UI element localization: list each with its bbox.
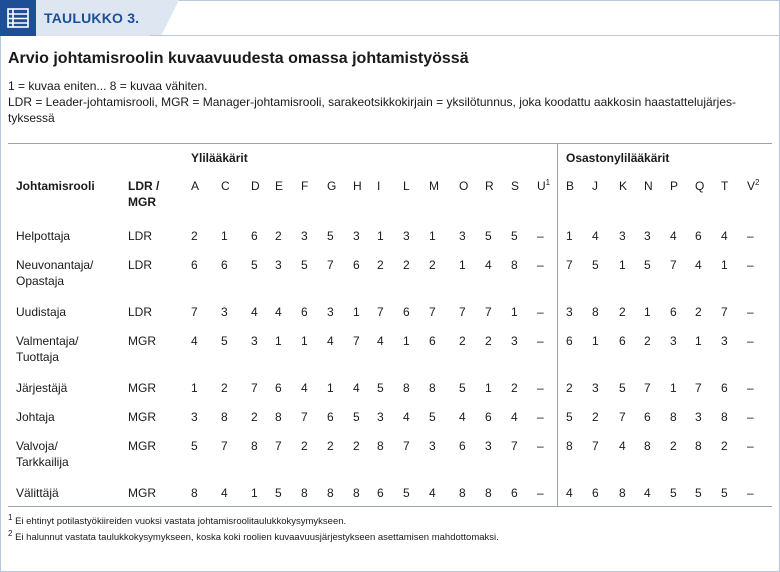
- group-divider: [557, 144, 558, 506]
- table-cell: 7: [485, 305, 492, 319]
- table-tag-label: TAULUKKO 3.: [36, 0, 161, 36]
- table-cell: –: [747, 381, 754, 395]
- table-cell: 3: [592, 381, 599, 395]
- table-cell: 1: [377, 229, 384, 243]
- footnote-text: Ei ehtinyt potilastyökiireiden vuoksi vastata johtamisroolitaulukkokysymykseen.: [15, 516, 347, 527]
- table-cell: 2: [403, 258, 410, 272]
- table-cell: 5: [619, 381, 626, 395]
- table-cell: 5: [327, 229, 334, 243]
- table-cell: 2: [721, 439, 728, 453]
- table-cell: 7: [566, 258, 573, 272]
- table-cell: 8: [619, 486, 626, 500]
- column-header-e: [275, 178, 283, 194]
- row-role-name: Neuvonantaja/: [16, 258, 94, 272]
- table-cell: 7: [459, 305, 466, 319]
- column-header-letter: C: [221, 179, 230, 193]
- column-header-letter: M: [429, 179, 439, 193]
- table-cell: 2: [670, 439, 677, 453]
- column-header-s: [511, 178, 519, 194]
- table-cell: 4: [644, 486, 651, 500]
- column-header-m: [429, 178, 439, 194]
- table-cell: 4: [721, 229, 728, 243]
- table-cell: –: [747, 229, 754, 243]
- table-cell: 4: [459, 410, 466, 424]
- column-header-letter: J: [592, 179, 598, 193]
- table-cell: –: [537, 305, 544, 319]
- table-cell: 8: [670, 410, 677, 424]
- table-cell: 4: [191, 334, 198, 348]
- column-header-u: [537, 178, 550, 194]
- row-role-name: Valmentaja/: [16, 334, 79, 348]
- column-header-f: [301, 178, 308, 194]
- row-role-name: Helpottaja: [16, 229, 71, 243]
- table-cell: 2: [275, 229, 282, 243]
- table-title: Arvio johtamisroolin kuvaavuudesta omassa johtamistyössä: [8, 50, 469, 67]
- table-cell: 4: [670, 229, 677, 243]
- table-legend: [8, 78, 768, 126]
- column-header-letter: H: [353, 179, 362, 193]
- column-header-letter: U: [537, 179, 546, 193]
- table-cell: 6: [695, 229, 702, 243]
- column-header-letter: I: [377, 179, 381, 193]
- column-header-letter: S: [511, 179, 520, 193]
- table-cell: 2: [592, 410, 599, 424]
- column-header-letter: Q: [695, 179, 705, 193]
- table-cell: 4: [485, 258, 492, 272]
- table-cell: 4: [511, 410, 518, 424]
- table-bottom-rule: [8, 506, 772, 507]
- table-cell: 3: [275, 258, 282, 272]
- table-cell: –: [537, 381, 544, 395]
- table-tag: [0, 0, 161, 36]
- table-cell: 1: [429, 229, 436, 243]
- table-cell: 6: [721, 381, 728, 395]
- table-cell: 5: [221, 334, 228, 348]
- table-cell: 7: [377, 305, 384, 319]
- column-header-q: [695, 178, 704, 194]
- table-cell: 3: [485, 439, 492, 453]
- table-cell: –: [537, 486, 544, 500]
- table-cell: 7: [695, 381, 702, 395]
- column-header-b: [566, 178, 574, 194]
- footnote: [8, 512, 347, 528]
- table-cell: 2: [251, 410, 258, 424]
- table-cell: 3: [459, 229, 466, 243]
- table-cell: 8: [592, 305, 599, 319]
- row-role-name: Järjestäjä: [16, 381, 68, 395]
- table-cell: –: [537, 410, 544, 424]
- table-cell: 5: [251, 258, 258, 272]
- table-cell: 6: [353, 258, 360, 272]
- column-header-r: [485, 178, 494, 194]
- table-cell: 3: [721, 334, 728, 348]
- table-cell: 8: [459, 486, 466, 500]
- table-cell: 2: [459, 334, 466, 348]
- column-header-letter: L: [403, 179, 410, 193]
- table-cell: 8: [511, 258, 518, 272]
- table-cell: –: [537, 334, 544, 348]
- table-cell: 6: [251, 229, 258, 243]
- table-cell: 4: [695, 258, 702, 272]
- table-cell: 8: [191, 486, 198, 500]
- table-cell: 5: [353, 410, 360, 424]
- table-cell: 3: [327, 305, 334, 319]
- table-cell: 4: [275, 305, 282, 319]
- table-cell: 2: [619, 305, 626, 319]
- table-cell: 1: [403, 334, 410, 348]
- table-cell: –: [747, 334, 754, 348]
- table-cell: –: [747, 439, 754, 453]
- table-cell: 5: [377, 381, 384, 395]
- column-header-letter: F: [301, 179, 309, 193]
- table-cell: 7: [221, 439, 228, 453]
- table-cell: 4: [221, 486, 228, 500]
- table-cell: –: [537, 439, 544, 453]
- footnote-mark: 2: [755, 178, 760, 187]
- column-header-i: [377, 178, 380, 194]
- table-cell: 1: [695, 334, 702, 348]
- table-cell: 3: [251, 334, 258, 348]
- tag-divider: [150, 35, 780, 36]
- column-header-letter: A: [191, 179, 200, 193]
- table-cell: 1: [566, 229, 573, 243]
- table-cell: 4: [566, 486, 573, 500]
- row-role-name: Opastaja: [16, 274, 65, 288]
- table-cell: 3: [429, 439, 436, 453]
- table-cell: –: [537, 229, 544, 243]
- row-role-type: MGR: [128, 334, 156, 348]
- table-cell: 3: [670, 334, 677, 348]
- table-cell: 1: [301, 334, 308, 348]
- table-cell: 1: [485, 381, 492, 395]
- table-cell: 5: [429, 410, 436, 424]
- table-cell: 4: [353, 381, 360, 395]
- table-cell: 7: [403, 439, 410, 453]
- column-header-type: MGR: [128, 195, 156, 209]
- table-cell: 6: [592, 486, 599, 500]
- column-header-a: [191, 178, 199, 194]
- table-cell: 6: [511, 486, 518, 500]
- table-cell: 8: [301, 486, 308, 500]
- column-header-c: [221, 178, 230, 194]
- table-cell: 5: [670, 486, 677, 500]
- table-cell: 8: [403, 381, 410, 395]
- table-cell: 2: [353, 439, 360, 453]
- footnote: [8, 528, 499, 544]
- column-header-n: [644, 178, 653, 194]
- table-cell: 5: [485, 229, 492, 243]
- table-cell: 3: [695, 410, 702, 424]
- row-role-name: Uudistaja: [16, 305, 67, 319]
- table-cell: –: [747, 258, 754, 272]
- table-cell: 5: [191, 439, 198, 453]
- group-header-osastonylilaakarit: Osastonylilääkärit: [566, 151, 670, 165]
- table-cell: 3: [619, 229, 626, 243]
- table-cell: 8: [377, 439, 384, 453]
- table-cell: 8: [221, 410, 228, 424]
- table-top-rule: [8, 143, 772, 144]
- column-header-letter: T: [721, 179, 729, 193]
- table-cell: 5: [721, 486, 728, 500]
- column-header-role: Johtamisrooli: [16, 179, 95, 193]
- table-cell: 8: [251, 439, 258, 453]
- table-cell: 4: [592, 229, 599, 243]
- legend-line: LDR = Leader-johtamisrooli, MGR = Manager-johtamisrooli, sarakeotsikkokirjain = yksilötunnus, joka koodattu aakkosin haastattelujärjes-: [8, 95, 737, 109]
- row-role-type: LDR: [128, 229, 153, 243]
- table-cell: 1: [221, 229, 228, 243]
- table-cell: 7: [275, 439, 282, 453]
- column-header-letter: G: [327, 179, 337, 193]
- table-cell: 7: [251, 381, 258, 395]
- row-role-name: Tuottaja: [16, 350, 59, 364]
- table-cell: –: [747, 305, 754, 319]
- table-cell: 3: [221, 305, 228, 319]
- table-cell: –: [747, 410, 754, 424]
- table-cell: 6: [644, 410, 651, 424]
- table-cell: 6: [619, 334, 626, 348]
- table-cell: 8: [275, 410, 282, 424]
- table-cell: 2: [377, 258, 384, 272]
- column-header-letter: V: [747, 179, 756, 193]
- table-cell: 1: [721, 258, 728, 272]
- table-cell: 1: [619, 258, 626, 272]
- table-cell: 6: [403, 305, 410, 319]
- table-cell: 4: [429, 486, 436, 500]
- column-header-l: [403, 178, 410, 194]
- footnote-mark: 1: [545, 178, 551, 187]
- table-cell: 4: [327, 334, 334, 348]
- row-role-type: MGR: [128, 410, 156, 424]
- column-header-letter: P: [670, 179, 679, 193]
- table-cell: 2: [221, 381, 228, 395]
- table-cell: 5: [301, 258, 308, 272]
- table-cell: 8: [327, 486, 334, 500]
- table-cell: 3: [301, 229, 308, 243]
- table-cell: 4: [403, 410, 410, 424]
- table-cell: 8: [695, 439, 702, 453]
- legend-line: 1 = kuvaa eniten... 8 = kuvaa vähiten.: [8, 79, 208, 93]
- table-cell: 5: [511, 229, 518, 243]
- table-cell: 3: [511, 334, 518, 348]
- table-cell: 1: [327, 381, 334, 395]
- table-cell: 8: [566, 439, 573, 453]
- table-cell: 5: [644, 258, 651, 272]
- table-cell: 2: [695, 305, 702, 319]
- table-cell: 6: [377, 486, 384, 500]
- table-cell: 3: [403, 229, 410, 243]
- table-cell: 3: [377, 410, 384, 424]
- table-cell: 7: [592, 439, 599, 453]
- row-role-type: LDR: [128, 258, 153, 272]
- column-header-d: [251, 178, 260, 194]
- table-cell: 7: [191, 305, 198, 319]
- table-cell: –: [537, 258, 544, 272]
- table-cell: 5: [592, 258, 599, 272]
- table-cell: 6: [191, 258, 198, 272]
- table-cell: 7: [644, 381, 651, 395]
- table-cell: 2: [429, 258, 436, 272]
- table-list-icon: [0, 0, 36, 36]
- table-cell: 3: [191, 410, 198, 424]
- column-header-j: [592, 178, 598, 194]
- column-header-letter: N: [644, 179, 653, 193]
- table-cell: 2: [644, 334, 651, 348]
- table-cell: 1: [592, 334, 599, 348]
- column-header-letter: O: [459, 179, 469, 193]
- table-cell: –: [747, 486, 754, 500]
- row-role-type: MGR: [128, 381, 156, 395]
- table-cell: 8: [721, 410, 728, 424]
- table-cell: 5: [403, 486, 410, 500]
- footnote-mark: 1: [8, 512, 13, 522]
- table-cell: 6: [275, 381, 282, 395]
- column-header-type: LDR /: [128, 179, 160, 193]
- table-cell: 7: [301, 410, 308, 424]
- row-role-type: MGR: [128, 439, 156, 453]
- table-cell: 6: [327, 410, 334, 424]
- table-cell: 6: [429, 334, 436, 348]
- column-header-t: [721, 178, 728, 194]
- table-cell: 4: [377, 334, 384, 348]
- column-header-p: [670, 178, 678, 194]
- table-cell: 2: [301, 439, 308, 453]
- table-cell: 6: [485, 410, 492, 424]
- table-cell: 7: [511, 439, 518, 453]
- table-cell: 8: [429, 381, 436, 395]
- table-cell: 7: [670, 258, 677, 272]
- table-cell: 6: [301, 305, 308, 319]
- table-cell: 1: [191, 381, 198, 395]
- table-cell: 2: [485, 334, 492, 348]
- table-cell: 8: [485, 486, 492, 500]
- column-header-letter: E: [275, 179, 284, 193]
- table-cell: 7: [619, 410, 626, 424]
- column-header-h: [353, 178, 362, 194]
- table-cell: 7: [327, 258, 334, 272]
- table-cell: 1: [353, 305, 360, 319]
- column-header-v: [747, 178, 759, 194]
- table-cell: 6: [459, 439, 466, 453]
- table-cell: 2: [511, 381, 518, 395]
- column-header-letter: B: [566, 179, 575, 193]
- table-cell: 1: [670, 381, 677, 395]
- table-cell: 5: [275, 486, 282, 500]
- legend-line: tyksessä: [8, 111, 55, 125]
- row-role-name: Tarkkailija: [16, 455, 69, 469]
- table-cell: 5: [459, 381, 466, 395]
- table-cell: 2: [191, 229, 198, 243]
- table-cell: 1: [644, 305, 651, 319]
- table-cell: 8: [644, 439, 651, 453]
- table-cell: 3: [644, 229, 651, 243]
- table-cell: 2: [327, 439, 334, 453]
- table-cell: 3: [353, 229, 360, 243]
- table-cell: 2: [566, 381, 573, 395]
- table-cell: 4: [301, 381, 308, 395]
- column-header-o: [459, 178, 468, 194]
- row-role-name: Valvoja/: [16, 439, 58, 453]
- row-role-name: Johtaja: [16, 410, 55, 424]
- table-cell: 5: [566, 410, 573, 424]
- group-header-ylilaakarit: Ylilääkärit: [191, 151, 248, 165]
- table-cell: 5: [695, 486, 702, 500]
- table-cell: 1: [275, 334, 282, 348]
- footnote-mark: 2: [8, 528, 13, 538]
- table-cell: 7: [429, 305, 436, 319]
- row-role-name: Välittäjä: [16, 486, 59, 500]
- table-cell: 6: [670, 305, 677, 319]
- table-cell: 1: [511, 305, 518, 319]
- table-cell: 6: [566, 334, 573, 348]
- column-header-letter: R: [485, 179, 494, 193]
- footnote-text: Ei halunnut vastata taulukkokysymykseen, koska koki roolien kuvaavuusjärjestykseen asettamisen mahdottomaksi.: [15, 532, 499, 543]
- table-cell: 1: [251, 486, 258, 500]
- column-header-letter: D: [251, 179, 260, 193]
- table-cell: 4: [619, 439, 626, 453]
- table-cell: 3: [566, 305, 573, 319]
- column-header-letter: K: [619, 179, 628, 193]
- row-role-type: LDR: [128, 305, 153, 319]
- table-cell: 6: [221, 258, 228, 272]
- row-role-type: MGR: [128, 486, 156, 500]
- table-cell: 8: [353, 486, 360, 500]
- table-cell: 4: [251, 305, 258, 319]
- table-cell: 7: [353, 334, 360, 348]
- column-header-k: [619, 178, 627, 194]
- table-cell: 1: [459, 258, 466, 272]
- column-header-g: [327, 178, 336, 194]
- table-cell: 7: [721, 305, 728, 319]
